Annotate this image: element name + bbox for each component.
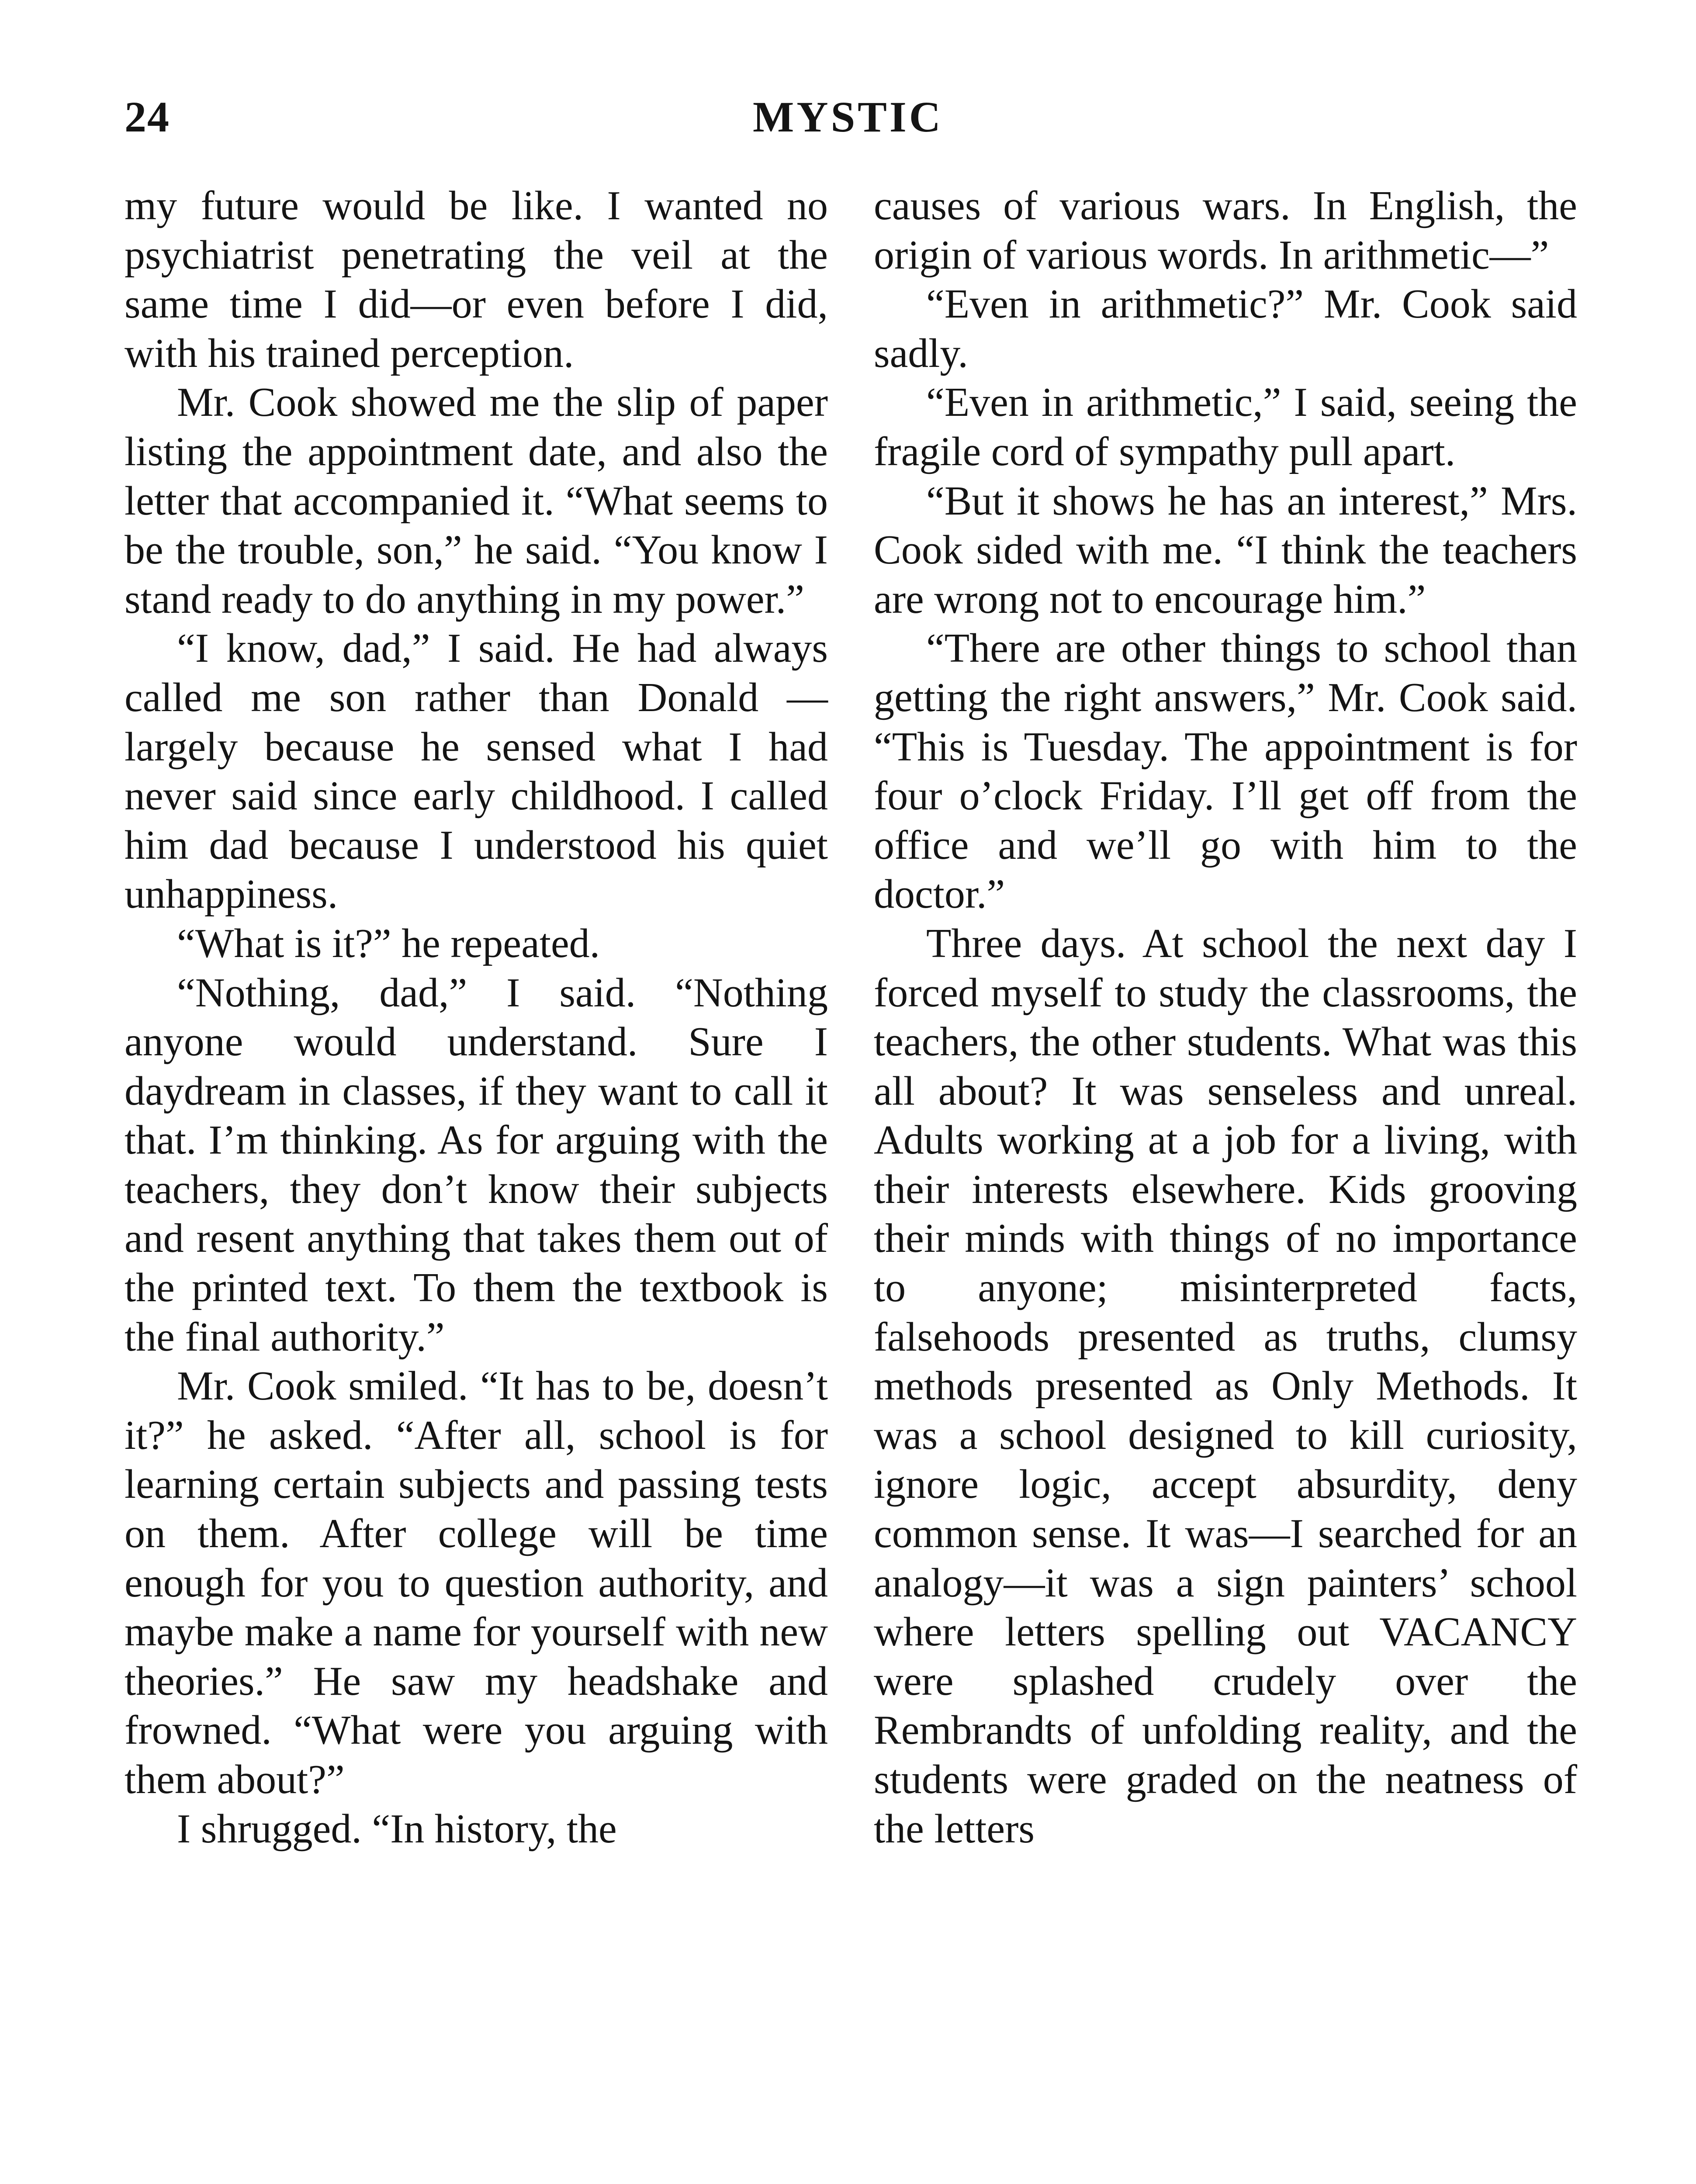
paragraph: my future would be like. I wanted no psychiatrist penetrating the veil at the same time I did—or even before I did, with his trained perception. — [125, 183, 828, 376]
running-title: MYSTIC — [752, 93, 944, 141]
page-number: 24 — [125, 93, 170, 141]
paragraph: “Even in arithmetic,” I said, seeing the fragile cord of sympathy pull apart. — [874, 380, 1577, 474]
right-column — [874, 181, 1577, 1853]
paragraph: causes of various wars. In English, the origin of various words. In arithmetic—” — [874, 183, 1577, 278]
page-header — [125, 92, 1571, 153]
paragraph: “I know, dad,” I said. He had always called me son rather than Donald — largely because he sensed what I had never said since early childhood. I called him dad because I understood his quiet unhappiness. — [125, 625, 828, 917]
paragraph: I shrugged. “In history, the — [177, 1806, 617, 1852]
paragraph: “What is it?” he repeated. — [177, 920, 600, 966]
left-column — [125, 181, 828, 1853]
paragraph: Three days. At school the next day I forced myself to study the classrooms, the teachers, the other students. What was this all about? It was senseless and unreal. Adults working at a job for a living, with their interests elsewhere. Kids grooving their minds with things of no importance to anyone; misinterpreted facts, falsehoods presented as truths, clumsy methods presented as Only Methods. It was a school designed to kill curiosity, ignore logic, accept absurdity, deny common sense. It was—I searched for an analogy—it was a sign painters’ school where letters spelling out VACANCY were splashed crudely over the Rembrandts of unfolding reality, and the students were graded on the neatness of the letters — [874, 920, 1577, 1852]
paragraph: “Even in arithmetic?” Mr. Cook said sadly. — [874, 281, 1577, 376]
paragraph: “Nothing, dad,” I said. “Nothing anyone would understand. Sure I daydream in classes, if they want to call it that. I’m thinking. As for arguing with the teachers, they don’t know their subjects and resent anything that takes them out of the printed text. To them the textbook is the final authority.” — [125, 970, 828, 1360]
paragraph: Mr. Cook showed me the slip of paper listing the appointment date, and also the letter that accompanied it. “What seems to be the trouble, son,” he said. “You know I stand ready to do anything in my power.” — [125, 380, 828, 622]
paragraph: “But it shows he has an interest,” Mrs. Cook sided with me. “I think the teachers are wrong not to encourage him.” — [874, 478, 1577, 622]
paragraph: Mr. Cook smiled. “It has to be, doesn’t it?” he asked. “After all, school is for learning certain subjects and passing tests on them. After college will be time enough for you to question authority, and maybe make a name for yourself with new theories.” He saw my headshake and frowned. “What were you arguing with them about?” — [125, 1363, 828, 1802]
paragraph: “There are other things to school than getting the right answers,” Mr. Cook said. “This is Tuesday. The appointment is for four o’clock Friday. I’ll get off from the office and we’ll go with him to the doctor.” — [874, 625, 1577, 917]
